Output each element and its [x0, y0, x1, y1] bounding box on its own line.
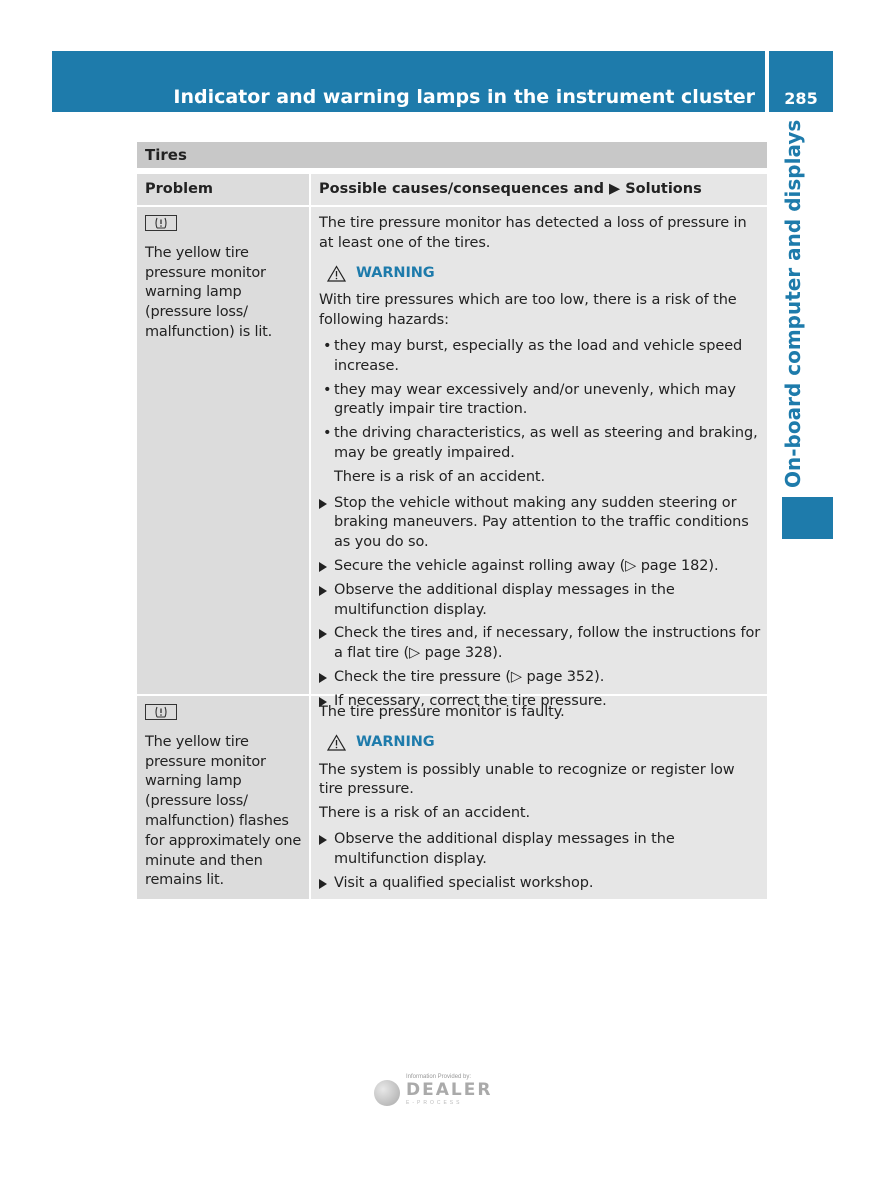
table-row [137, 207, 767, 709]
arrow-icon [319, 629, 327, 639]
risk-text: There is a risk of an accident. [319, 805, 531, 822]
intro-text: The tire pressure monitor has detected a loss of pressure in at least one of the tires. [319, 215, 747, 251]
warning-triangle-icon [327, 734, 346, 751]
tires-table [137, 142, 767, 901]
step-item: Check the tires and, if necessary, follow the instructions for a flat tire (▷ page 328). [319, 624, 761, 664]
problem-cell [137, 696, 309, 899]
arrow-icon [319, 562, 327, 572]
warning-text: The system is possibly unable to recognize or register low tire pressure. [319, 761, 735, 798]
arrow-icon [319, 499, 327, 509]
step-item: Observe the additional display messages in the multifunction display. [319, 581, 761, 621]
warning-heading [327, 264, 761, 284]
table-header [137, 174, 767, 205]
step-item: Stop the vehicle without making any sudden steering or braking maneuvers. Pay attention to the traffic conditions as you do so. [319, 494, 761, 553]
warning-label: WARNING [356, 733, 435, 750]
dealer-watermark-logo [372, 1074, 504, 1110]
table-row [137, 696, 767, 899]
tire-pressure-warning-icon [145, 215, 177, 231]
section-title: Indicator and warning lamps in the instrument cluster [173, 86, 755, 108]
header-bar [52, 51, 765, 112]
step-item: Observe the additional display messages in the multifunction display. [319, 830, 761, 870]
warning-heading [327, 733, 761, 753]
problem-text: The yellow tire pressure monitor warning lamp (pressure loss/ malfunction) flashes for approximately one minute and then remains lit. [145, 733, 302, 889]
logo-icon [374, 1080, 400, 1106]
arrow-icon [319, 879, 327, 889]
column-header-problem: Problem [137, 174, 309, 205]
step-item: Check the tire pressure (▷ page 352). [319, 668, 761, 688]
watermark-line2: DEALER [406, 1080, 493, 1100]
table-title: Tires [137, 142, 767, 168]
watermark-line3: E-PROCESS [406, 1100, 463, 1106]
watermark-line1: Information Provided by: [406, 1074, 472, 1080]
solutions-cell [311, 696, 767, 899]
step-item: If necessary, correct the tire pressure. [319, 692, 761, 712]
arrow-icon [319, 586, 327, 596]
list-item: • they may wear excessively and/or unevenly, which may greatly impair tire traction. [319, 381, 761, 421]
warning-label: WARNING [356, 264, 435, 281]
problem-cell [137, 207, 309, 694]
step-item: Secure the vehicle against rolling away (▷ page 182). [319, 557, 761, 577]
page-number: 285 [784, 89, 818, 108]
side-tab-label: On-board computer and displays [781, 119, 805, 488]
problem-text: The yellow tire pressure monitor warning lamp (pressure loss/ malfunction) is lit. [145, 244, 273, 340]
column-header-solutions: Possible causes/consequences and ▶ Solutions [311, 174, 767, 205]
tire-pressure-warning-icon [145, 704, 177, 720]
intro-text: The tire pressure monitor is faulty. [319, 704, 565, 720]
page-number-box [769, 51, 833, 112]
warning-text: With tire pressures which are too low, there is a risk of the following hazards: [319, 292, 737, 329]
arrow-icon [319, 835, 327, 845]
arrow-icon [319, 697, 327, 707]
side-tab-marker [782, 497, 833, 539]
list-item: • they may burst, especially as the load and vehicle speed increase. [319, 337, 761, 377]
warning-triangle-icon [327, 265, 346, 282]
risk-text: There is a risk of an accident. [334, 468, 546, 485]
step-item: Visit a qualified specialist workshop. [319, 874, 761, 894]
solutions-cell [311, 207, 767, 709]
side-tab [781, 119, 811, 828]
arrow-icon [319, 673, 327, 683]
list-item: • the driving characteristics, as well as steering and braking, may be greatly impaired. [319, 424, 761, 464]
